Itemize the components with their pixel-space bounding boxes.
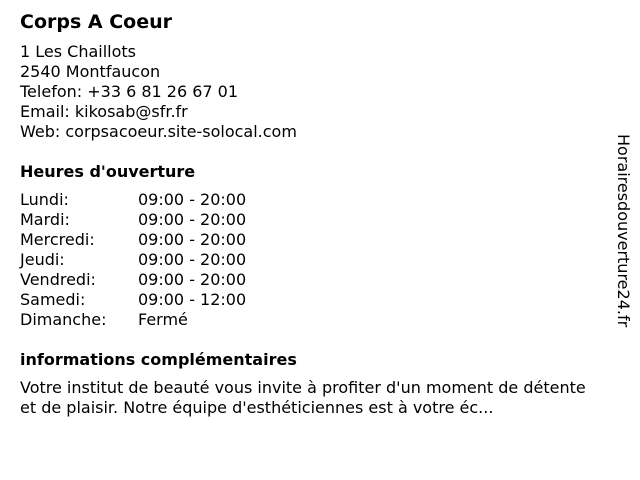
address-line-2: 2540 Montfaucon (20, 62, 161, 81)
email-text: Email: kikosab@sfr.fr (20, 102, 188, 121)
business-name: Corps A Coeur (20, 11, 172, 33)
web-text: Web: corpsacoeur.site-solocal.com (20, 122, 297, 141)
hours-row (20, 310, 590, 330)
hours-row (20, 190, 590, 210)
business-card (20, 10, 590, 418)
hours-day: Lundi: (20, 190, 69, 209)
hours-row (20, 250, 590, 270)
info-description: Votre institut de beauté vous invite à profiter d'un moment de détente et de plaisir. Notre équipe d'esthéticiennes est à votre éc... (20, 378, 586, 417)
site-brand-vertical: Horairesdouverture24.fr (614, 134, 633, 328)
address-block (20, 42, 590, 142)
hours-day: Mardi: (20, 210, 70, 229)
phone-text: Telefon: +33 6 81 26 67 01 (20, 82, 239, 101)
hours-time: 09:00 - 20:00 (138, 190, 247, 209)
hours-time: Fermé (138, 310, 188, 329)
hours-day: Vendredi: (20, 270, 96, 289)
hours-day: Samedi: (20, 290, 86, 309)
info-title: informations complémentaires (20, 350, 297, 369)
hours-day: Jeudi: (20, 250, 65, 269)
address-line-1: 1 Les Chaillots (20, 42, 137, 61)
hours-row (20, 230, 590, 250)
hours-time: 09:00 - 20:00 (138, 230, 247, 249)
hours-title: Heures d'ouverture (20, 162, 196, 181)
hours-table (20, 190, 590, 330)
hours-row (20, 290, 590, 310)
hours-time: 09:00 - 20:00 (138, 270, 247, 289)
hours-row (20, 270, 590, 290)
hours-time: 09:00 - 12:00 (138, 290, 247, 309)
hours-time: 09:00 - 20:00 (138, 210, 247, 229)
hours-row (20, 210, 590, 230)
hours-day: Mercredi: (20, 230, 95, 249)
hours-time: 09:00 - 20:00 (138, 250, 247, 269)
hours-day: Dimanche: (20, 310, 107, 329)
